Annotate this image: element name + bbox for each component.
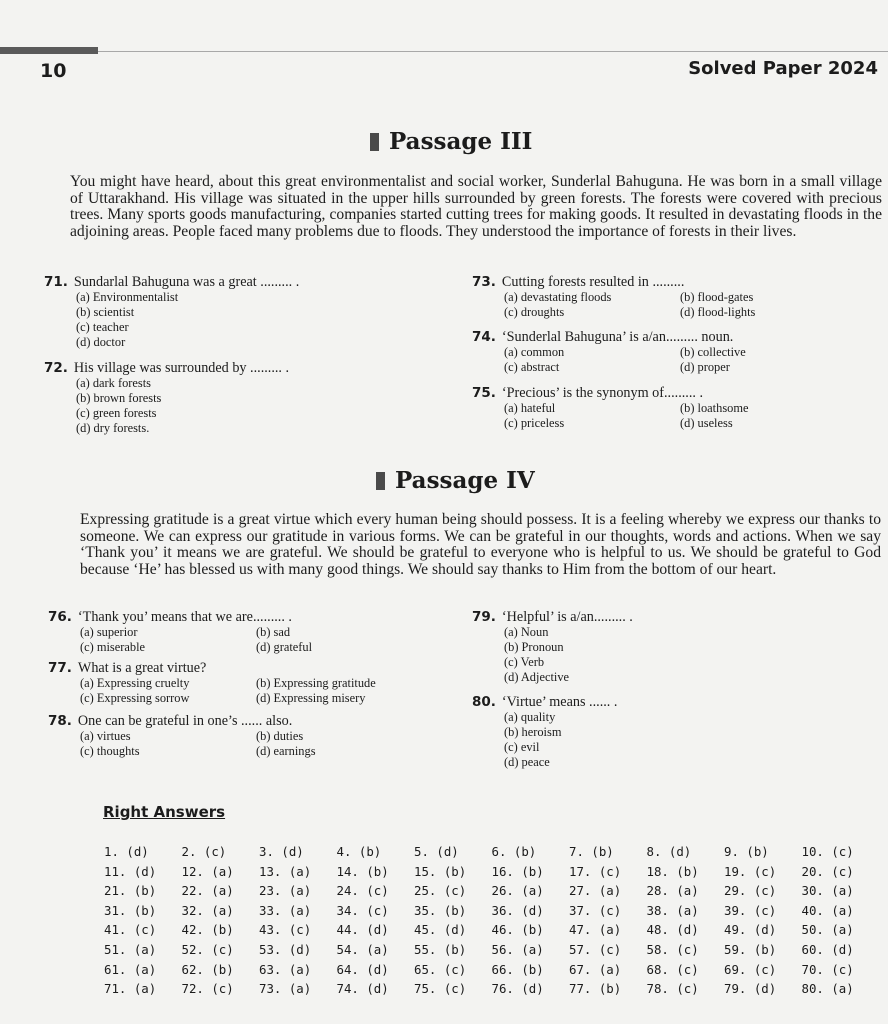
answer-item: 67. (a) <box>569 961 622 977</box>
option-b: (b) brown forests <box>76 391 162 405</box>
answer-item: 22. (a) <box>181 883 234 899</box>
question-71 <box>44 274 316 350</box>
question-78 <box>48 713 432 759</box>
answer-item: 45. (d) <box>414 922 467 938</box>
answer-item: 15. (b) <box>414 863 467 879</box>
option-c: (c) green forests <box>76 406 157 420</box>
answer-item: 77. (b) <box>569 981 622 997</box>
option-c: (c) droughts <box>504 305 565 319</box>
answer-item: 53. (d) <box>259 941 312 957</box>
answer-item: 62. (b) <box>181 961 234 977</box>
option-c: (c) Expressing sorrow <box>80 691 190 705</box>
question-stem: ‘Precious’ is the synonym of......... . <box>501 385 704 401</box>
option-d: (d) Adjective <box>504 670 570 684</box>
question-stem: His village was surrounded by ......... . <box>73 360 290 376</box>
option-c: (c) miserable <box>80 640 146 654</box>
answer-item: 2. (c) <box>181 844 227 859</box>
option-a: (a) devastating floods <box>504 290 612 304</box>
answer-item: 12. (a) <box>181 863 234 879</box>
answer-item: 44. (d) <box>336 922 389 938</box>
passage-3-heading <box>370 128 532 155</box>
answer-item: 57. (c) <box>569 941 622 957</box>
answer-item: 23. (a) <box>259 883 312 899</box>
answer-item: 29. (c) <box>724 883 777 899</box>
answer-item: 74. (d) <box>336 981 389 997</box>
passage-3-paragraph: You might have heard, about this great environmentalist and social worker, Sunderlal Bahuguna. He was born in a small village of Uttarakhand. His village was situated in the upper hills surrounded by green forests. The forests were covered with precious trees. Many sports goods manufacturing, companies started cutting trees for making goods. It resulted in devastating floods in the adjoining areas. People faced many problems due to floods. They understood the importance of forests in their lives. <box>70 173 882 240</box>
option-d: (d) earnings <box>256 744 316 758</box>
option-c: (c) teacher <box>76 320 129 334</box>
question-number: 80. <box>472 694 496 710</box>
answer-item: 51. (a) <box>104 941 157 957</box>
answer-item: 18. (b) <box>646 863 699 879</box>
passage-4-heading <box>376 467 535 494</box>
question-79 <box>472 609 744 685</box>
question-stem: ‘Sunderlal Bahuguna’ is a/an......... noun. <box>501 329 734 345</box>
passage-4-text <box>80 512 881 578</box>
option-a: (a) quality <box>504 710 556 724</box>
answer-item: 68. (c) <box>646 961 699 977</box>
passage-4-paragraph: Expressing gratitude is a great virtue which every human being should possess. It is a feeling whereby we express our thanks to someone. We can express our gratitude in various forms. We can be grateful in our thoughts, words and actions. When we say ‘Thank you’ it means we are grateful. We should be grateful to everyone who is helpful to us. We should be grateful to God because ‘He’ has blessed us with many good things. We should say thanks to Him from the bottom of our heart. <box>80 511 881 578</box>
question-74 <box>472 329 856 375</box>
answer-item: 63. (a) <box>259 961 312 977</box>
answer-item: 21. (b) <box>104 883 157 899</box>
header-rule-bar <box>0 47 98 54</box>
answer-item: 33. (a) <box>259 902 312 918</box>
option-a: (a) common <box>504 345 565 359</box>
answer-item: 80. (a) <box>801 981 854 997</box>
question-stem: What is a great virtue? <box>77 660 207 676</box>
answer-item: 8. (d) <box>646 844 692 859</box>
question-number: 78. <box>48 713 72 729</box>
answer-item: 4. (b) <box>336 844 382 859</box>
answer-item: 28. (a) <box>646 883 699 899</box>
question-number: 76. <box>48 609 72 625</box>
question-number: 79. <box>472 609 496 625</box>
answer-item: 16. (b) <box>491 863 544 879</box>
answer-item: 73. (a) <box>259 981 312 997</box>
question-number: 75. <box>472 385 496 401</box>
option-a: (a) dark forests <box>76 376 151 390</box>
answer-item: 50. (a) <box>801 922 854 938</box>
option-b: (b) Expressing gratitude <box>256 676 376 690</box>
answer-item: 9. (b) <box>724 844 769 859</box>
option-a: (a) hateful <box>504 401 556 415</box>
answer-item: 32. (a) <box>181 902 234 918</box>
answer-item: 42. (b) <box>181 922 234 938</box>
answer-item: 55. (b) <box>414 941 467 957</box>
answer-item: 37. (c) <box>569 902 622 918</box>
paper-title: Solved Paper 2024 <box>688 58 878 79</box>
option-c: (c) priceless <box>504 416 565 430</box>
option-c: (c) abstract <box>504 360 560 374</box>
answer-item: 5. (d) <box>414 844 459 859</box>
option-d: (d) grateful <box>256 640 313 654</box>
header-rule-line <box>98 51 888 52</box>
option-a: (a) virtues <box>80 729 131 743</box>
answer-item: 65. (c) <box>414 961 467 977</box>
answer-item: 58. (c) <box>646 941 699 957</box>
answer-item: 6. (b) <box>491 844 537 859</box>
answer-item: 75. (c) <box>414 981 467 997</box>
answer-item: 34. (c) <box>336 902 389 918</box>
question-number: 73. <box>472 274 496 290</box>
answer-item: 54. (a) <box>336 941 389 957</box>
answer-item: 72. (c) <box>181 981 234 997</box>
question-number: 77. <box>48 660 72 676</box>
answer-item: 13. (a) <box>259 863 312 879</box>
option-d: (d) doctor <box>76 335 126 349</box>
answer-item: 46. (b) <box>491 922 544 938</box>
answer-item: 25. (c) <box>414 883 467 899</box>
option-b: (b) loathsome <box>680 401 749 415</box>
question-75 <box>472 385 856 431</box>
page-number: 10 <box>40 60 67 82</box>
answer-item: 31. (b) <box>104 902 157 918</box>
answer-item: 19. (c) <box>724 863 777 879</box>
option-d: (d) peace <box>504 755 550 769</box>
answer-key-grid <box>104 843 874 998</box>
question-80 <box>472 694 744 770</box>
option-a: (a) Environmentalist <box>76 290 179 304</box>
question-76 <box>48 609 432 655</box>
question-77 <box>48 660 432 706</box>
passage-3-heading-text: Passage III <box>389 128 533 155</box>
answer-item: 3. (d) <box>259 844 304 859</box>
option-d: (d) proper <box>680 360 730 374</box>
passage-4-heading-text: Passage IV <box>395 467 535 494</box>
option-a: (a) Expressing cruelty <box>80 676 190 690</box>
question-stem: Cutting forests resulted in ......... <box>501 274 685 290</box>
option-a: (a) Noun <box>504 625 549 639</box>
answer-item: 59. (b) <box>724 941 777 957</box>
option-a: (a) superior <box>80 625 138 639</box>
answer-item: 43. (c) <box>259 922 312 938</box>
option-b: (b) heroism <box>504 725 562 739</box>
question-72 <box>44 360 316 436</box>
answer-item: 10. (c) <box>801 844 854 859</box>
question-73 <box>472 274 856 320</box>
question-stem: ‘Helpful’ is a/an......... . <box>501 609 633 625</box>
answer-item: 71. (a) <box>104 981 157 997</box>
option-b: (b) duties <box>256 729 304 743</box>
question-stem: One can be grateful in one’s ...... also. <box>77 713 293 729</box>
answer-item: 60. (d) <box>801 941 854 957</box>
question-number: 71. <box>44 274 68 290</box>
answer-item: 64. (d) <box>336 961 389 977</box>
answer-item: 78. (c) <box>646 981 699 997</box>
answer-item: 7. (b) <box>569 844 614 859</box>
answer-item: 48. (d) <box>646 922 699 938</box>
answer-item: 79. (d) <box>724 981 777 997</box>
option-c: (c) thoughts <box>80 744 140 758</box>
option-d: (d) Expressing misery <box>256 691 366 705</box>
answer-item: 66. (b) <box>491 961 544 977</box>
answer-item: 52. (c) <box>181 941 234 957</box>
right-answers-title: Right Answers <box>103 803 226 821</box>
answer-item: 40. (a) <box>801 902 854 918</box>
answer-item: 20. (c) <box>801 863 854 879</box>
option-c: (c) evil <box>504 740 540 754</box>
answer-item: 26. (a) <box>491 883 544 899</box>
answer-item: 70. (c) <box>801 961 854 977</box>
answer-item: 30. (a) <box>801 883 854 899</box>
answer-item: 35. (b) <box>414 902 467 918</box>
heading-marker-icon <box>376 472 385 490</box>
option-b: (b) scientist <box>76 305 135 319</box>
answer-item: 61. (a) <box>104 961 157 977</box>
option-d: (d) dry forests. <box>76 421 150 435</box>
answer-item: 49. (d) <box>724 922 777 938</box>
option-b: (b) collective <box>680 345 746 359</box>
answer-item: 38. (a) <box>646 902 699 918</box>
passage-3-text <box>70 174 882 240</box>
question-stem: ‘Thank you’ means that we are......... . <box>77 609 292 625</box>
answer-item: 36. (d) <box>491 902 544 918</box>
answer-item: 56. (a) <box>491 941 544 957</box>
answer-item: 17. (c) <box>569 863 622 879</box>
answer-item: 69. (c) <box>724 961 777 977</box>
option-c: (c) Verb <box>504 655 545 669</box>
question-stem: ‘Virtue’ means ...... . <box>501 694 618 710</box>
answer-item: 47. (a) <box>569 922 622 938</box>
option-d: (d) useless <box>680 416 733 430</box>
answer-item: 39. (c) <box>724 902 777 918</box>
answer-item: 24. (c) <box>336 883 389 899</box>
question-stem: Sundarlal Bahuguna was a great ......... . <box>73 274 300 290</box>
question-number: 72. <box>44 360 68 376</box>
answer-item: 14. (b) <box>336 863 389 879</box>
answer-item: 11. (d) <box>104 863 157 879</box>
option-b: (b) flood-gates <box>680 290 754 304</box>
answer-item: 76. (d) <box>491 981 544 997</box>
option-d: (d) flood-lights <box>680 305 756 319</box>
option-b: (b) Pronoun <box>504 640 564 654</box>
answer-item: 1. (d) <box>104 844 149 859</box>
option-b: (b) sad <box>256 625 291 639</box>
question-number: 74. <box>472 329 496 345</box>
answer-item: 27. (a) <box>569 883 622 899</box>
heading-marker-icon <box>370 133 379 151</box>
answer-item: 41. (c) <box>104 922 157 938</box>
